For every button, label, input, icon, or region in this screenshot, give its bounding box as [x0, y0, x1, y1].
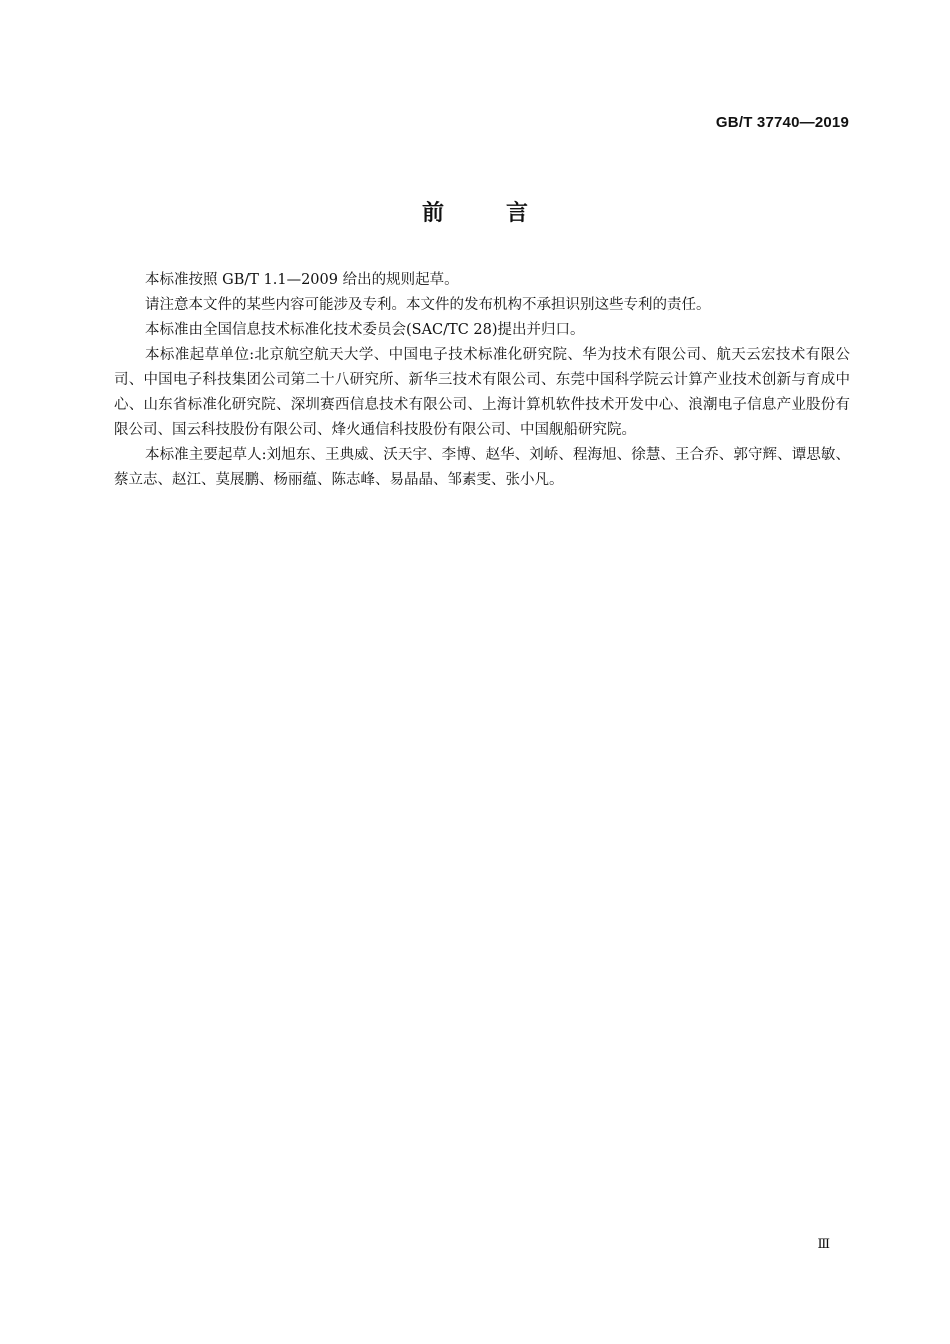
- paragraph-drafting-rules: 本标准按照 GB/T 1.1—2009 给出的规则起草。: [145, 272, 459, 288]
- paragraph-patent-notice: 请注意本文件的某些内容可能涉及专利。本文件的发布机构不承担识别这些专利的责任。: [145, 297, 711, 313]
- page-number: Ⅲ: [817, 1237, 830, 1252]
- paragraph-main-drafters: 本标准主要起草人:刘旭东、王典威、沃天宇、李博、赵华、刘峤、程海旭、徐慧、王合乔、郭守辉、谭思敏、蔡立志、赵江、莫展鹏、杨丽蕴、陈志峰、易晶晶、邹素雯、张小凡。: [114, 447, 850, 488]
- preface-body: [114, 268, 850, 493]
- paragraph-drafting-units: 本标准起草单位:北京航空航天大学、中国电子技术标准化研究院、华为技术有限公司、航天云宏技术有限公司、中国电子科技集团公司第二十八研究所、新华三技术有限公司、东莞中国科学院云计算产业技术创新与育成中心、山东省标准化研究院、深圳赛西信息技术有限公司、上海计算机软件技术开发中心、浪潮电子信息产业股份有限公司、国云科技股份有限公司、烽火通信科技股份有限公司、中国舰船研究院。: [114, 347, 850, 438]
- standard-number: GB/T 37740—2019: [715, 114, 849, 131]
- paragraph-proposer: 本标准由全国信息技术标准化技术委员会(SAC/TC 28)提出并归口。: [145, 322, 585, 338]
- page-title: 前言: [421, 201, 590, 226]
